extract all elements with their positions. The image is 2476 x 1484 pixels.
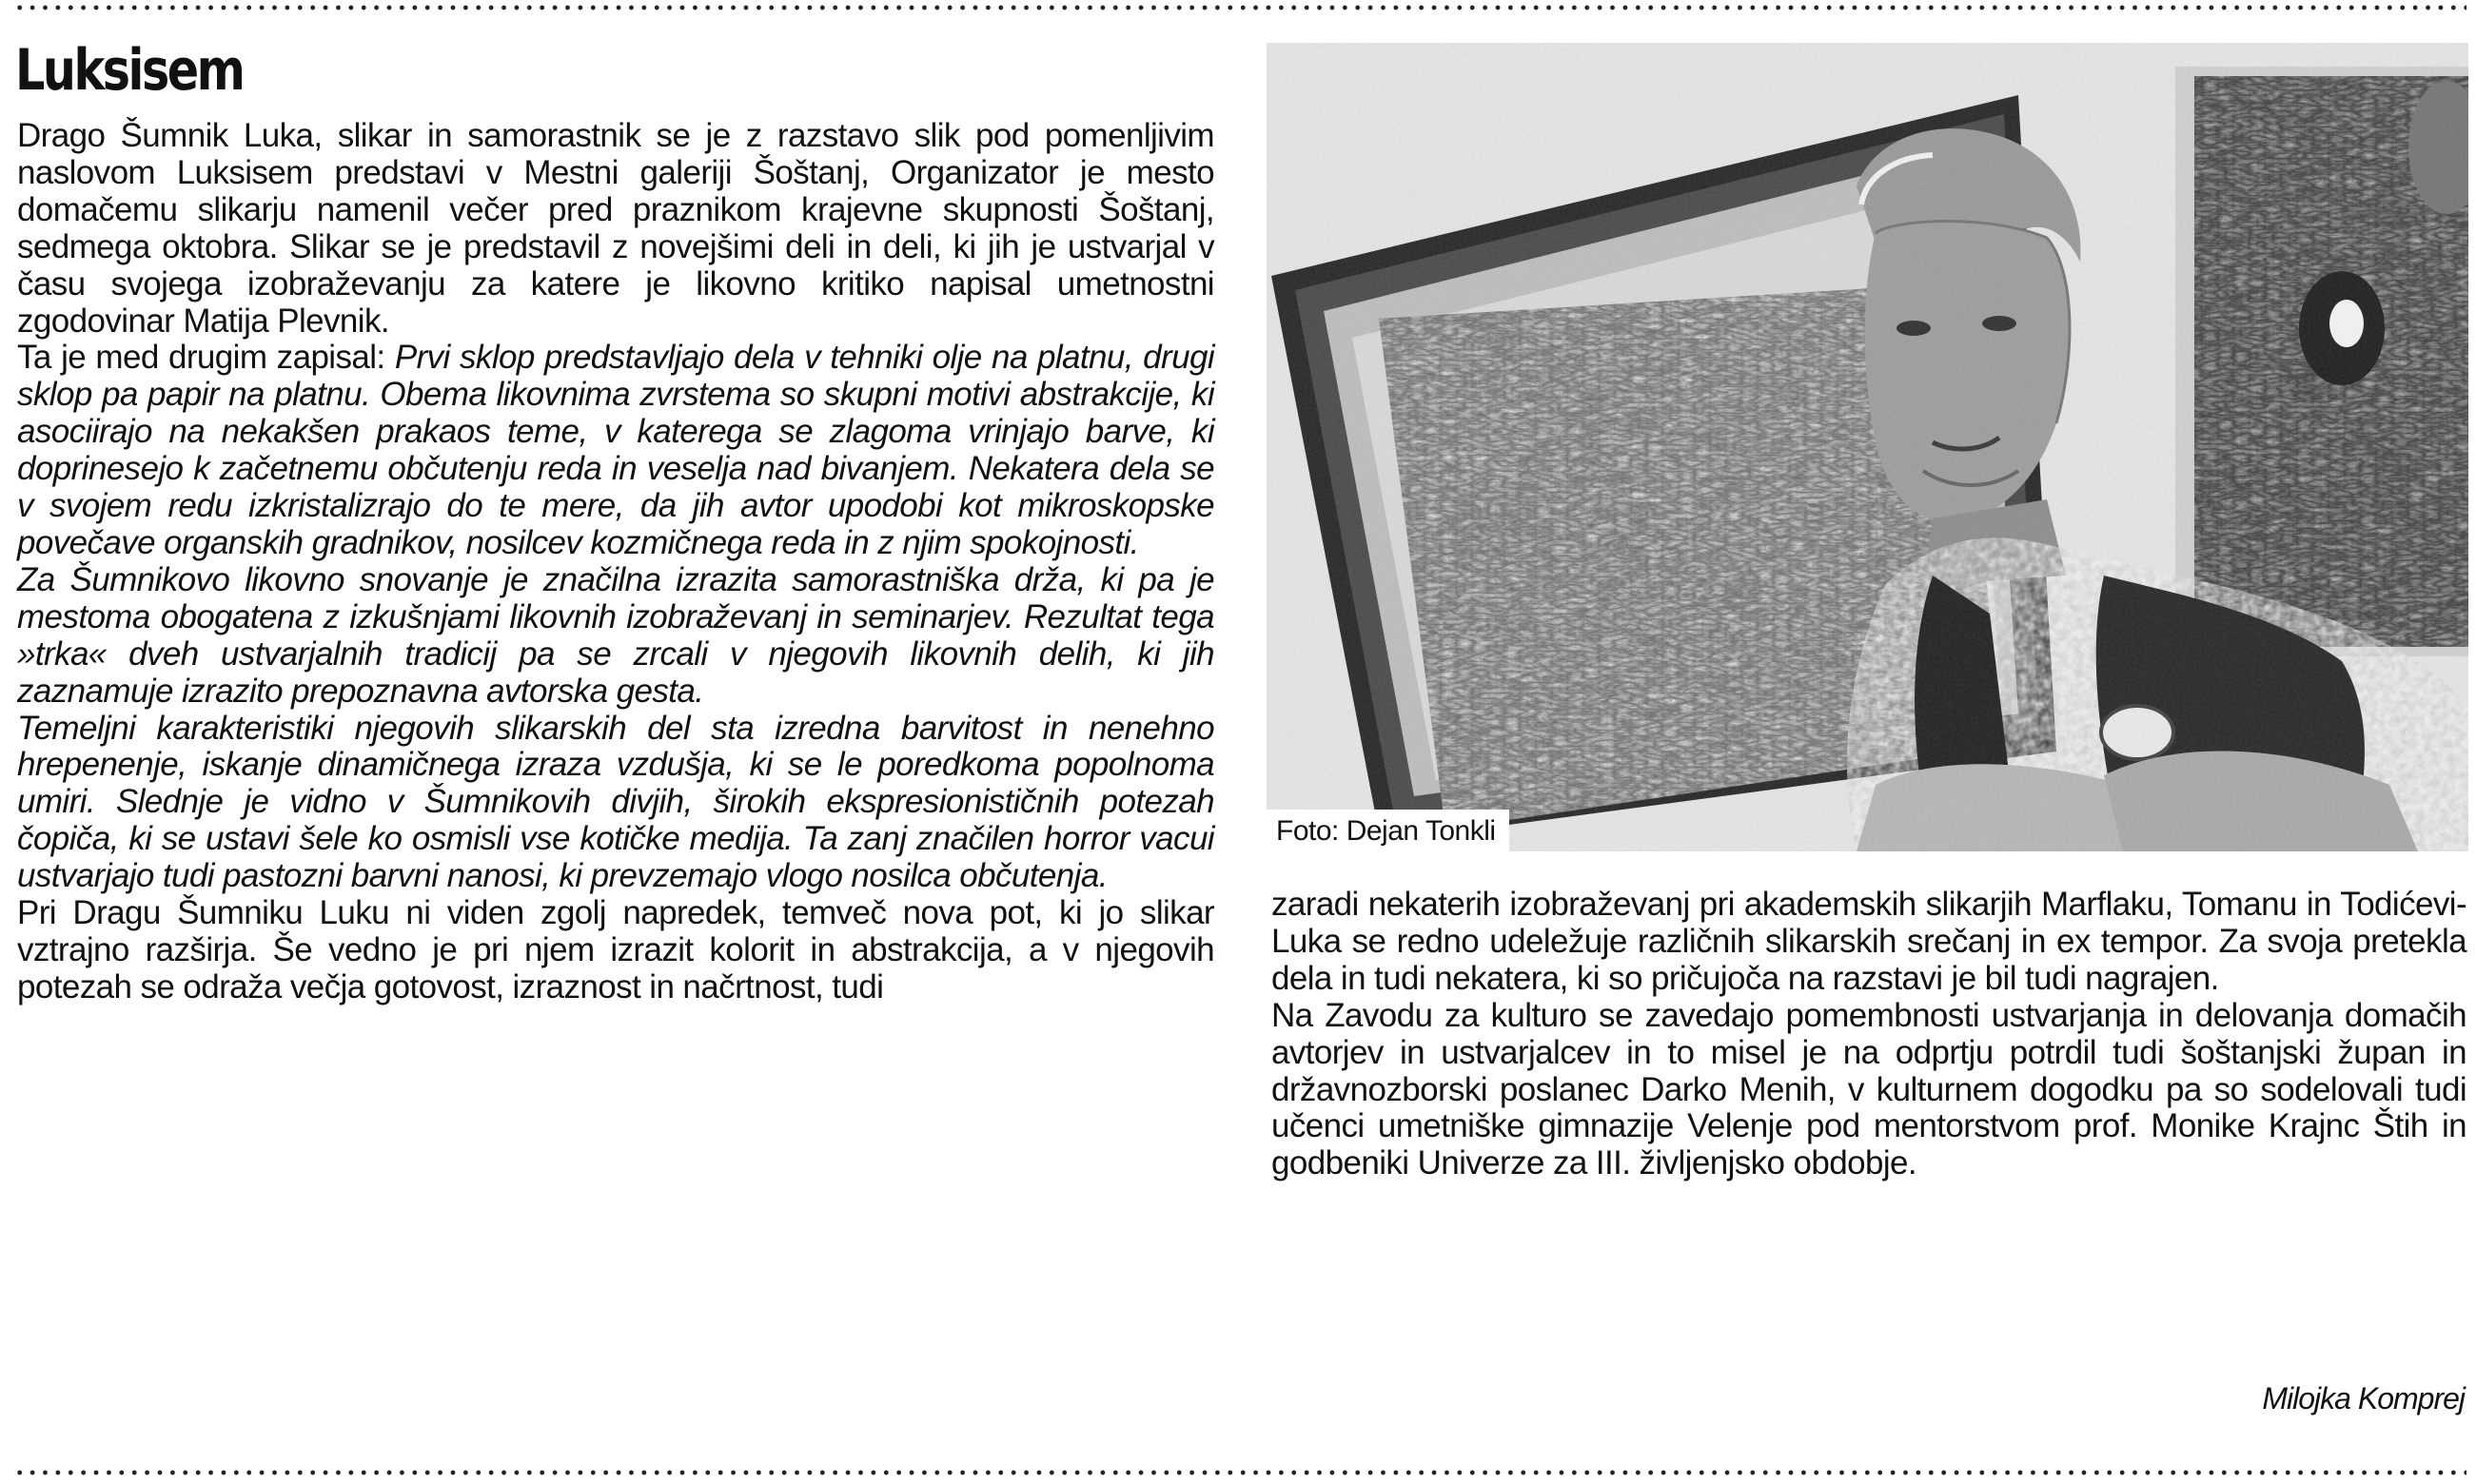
photo-painter-with-painting bbox=[1267, 43, 2468, 851]
photo-credit: Foto: Dejan Tonkli bbox=[1267, 810, 1509, 851]
paragraph-education: zaradi nekaterih izobraževanj pri akademskih slikarjih Marflaku, Tomanu in Todićevi- Luka se redno udeležuje različnih slikarskih srečanj in ex tempor. Za svoja pretekla dela in tudi nekatera, ki so pričujoča na razstavi je bil tudi nagrajen. bbox=[1271, 886, 2466, 997]
bottom-dotted-rule bbox=[13, 1469, 2466, 1476]
paragraph-continuation: Pri Dragu Šumniku Luku ni viden zgolj napredek, temveč nova pot, ki jo slikar vztrajno razširja. Še vedno je pri njem izrazit kolorit in abstrakcija, a v njegovih potezah se odraža večja gotovost, izraznost in načrtnost, tudi bbox=[17, 894, 1214, 1006]
article-title: Luksisem bbox=[15, 37, 244, 104]
paragraph-quote-3: Temeljni karakteristiki njegovih slikarskih del sta izredna barvitost in nenehno hrepenenje, iskanje dinamičnega izraza vzdušja, ki se le poredkoma popolnoma umiri. Slednje je vidno v Šumnikovih divjih, širokih ekspresionističnih potezah čopiča, ki se ustavi šele ko osmisli vse kotičke medija. Ta zanj značilen horror vacui ustvarjajo tudi pastozni barvni nanosi, ki prevzemajo vlogo nosilca občutenja. bbox=[17, 709, 1214, 895]
paragraph-opening: Na Zavodu za kulturo se zavedajo pomembnosti ustvarjanja in delovanja domačih avtorjev in ustvarjalcev in to misel je na odprtju potrdil tudi šoštanjski župan in državnozborski poslanec Darko Menih, v kulturnem dogodku pa so sodelovali tudi učenci umetniške gimnazije Velenje pod mentorstvom prof. Monike Krajnc Štih in godbeniki Univerze za III. življenjsko obdobje. bbox=[1271, 996, 2466, 1182]
quote-lead: Ta je med drugim zapisal: bbox=[17, 339, 395, 377]
quote-text: Prvi sklop predstavljajo dela v tehniki olje na platnu, drugi sklop pa papir na platnu. Obema likovnima zvrstema so skupni motivi abstrakcije, ki asociirajo na nekakšen prakaos teme, v katerega se zlagoma vrinjajo barve, ki doprinesejo k začetnemu občutenju reda in veselja nad bivanjem. Nekatera dela se v svojem redu izkristalizrajo do te mere, da jih avtor upodobi kot mikroskopske povečave organskih gradnikov, nosilcev kozmičnega reda in z njim spokojnosti. bbox=[17, 339, 1214, 561]
article-photo bbox=[1267, 43, 2468, 851]
author-signature: Milojka Komprej bbox=[2262, 1381, 2465, 1416]
paragraph-quote-intro bbox=[17, 340, 1214, 561]
article-right-column bbox=[1271, 887, 2466, 1182]
paragraph-quote-2: Za Šumnikovo likovno snovanje je značilna izrazita samorastniška drža, ki pa je mestoma obogatena z izkušnjami likovnih izobraževanj in seminarjev. Rezultat tega »trka« dveh ustvarjalnih tradicij pa se zrcali v njegovih likovnih delih, ki jih zaznamuje izrazito prepoznavna avtorska gesta. bbox=[17, 560, 1214, 710]
article-left-column bbox=[17, 118, 1214, 1006]
paragraph-intro: Drago Šumnik Luka, slikar in samorastnik se je z razstavo slik pod pomenljivim naslovom Luksisem predstavi v Mestni galeriji Šoštanj, Organizator je mesto domačemu slikarju namenil večer pred praznikom krajevne skupnosti Šoštanj, sedmega oktobra. Slikar se je predstavil z novejšimi deli in deli, ki jih je ustvarjal v času svojega izobraževanju za katere je likovno kritiko napisal umetnostni zgodovinar Matija Plevnik. bbox=[17, 117, 1214, 340]
top-dotted-rule bbox=[13, 4, 2466, 11]
